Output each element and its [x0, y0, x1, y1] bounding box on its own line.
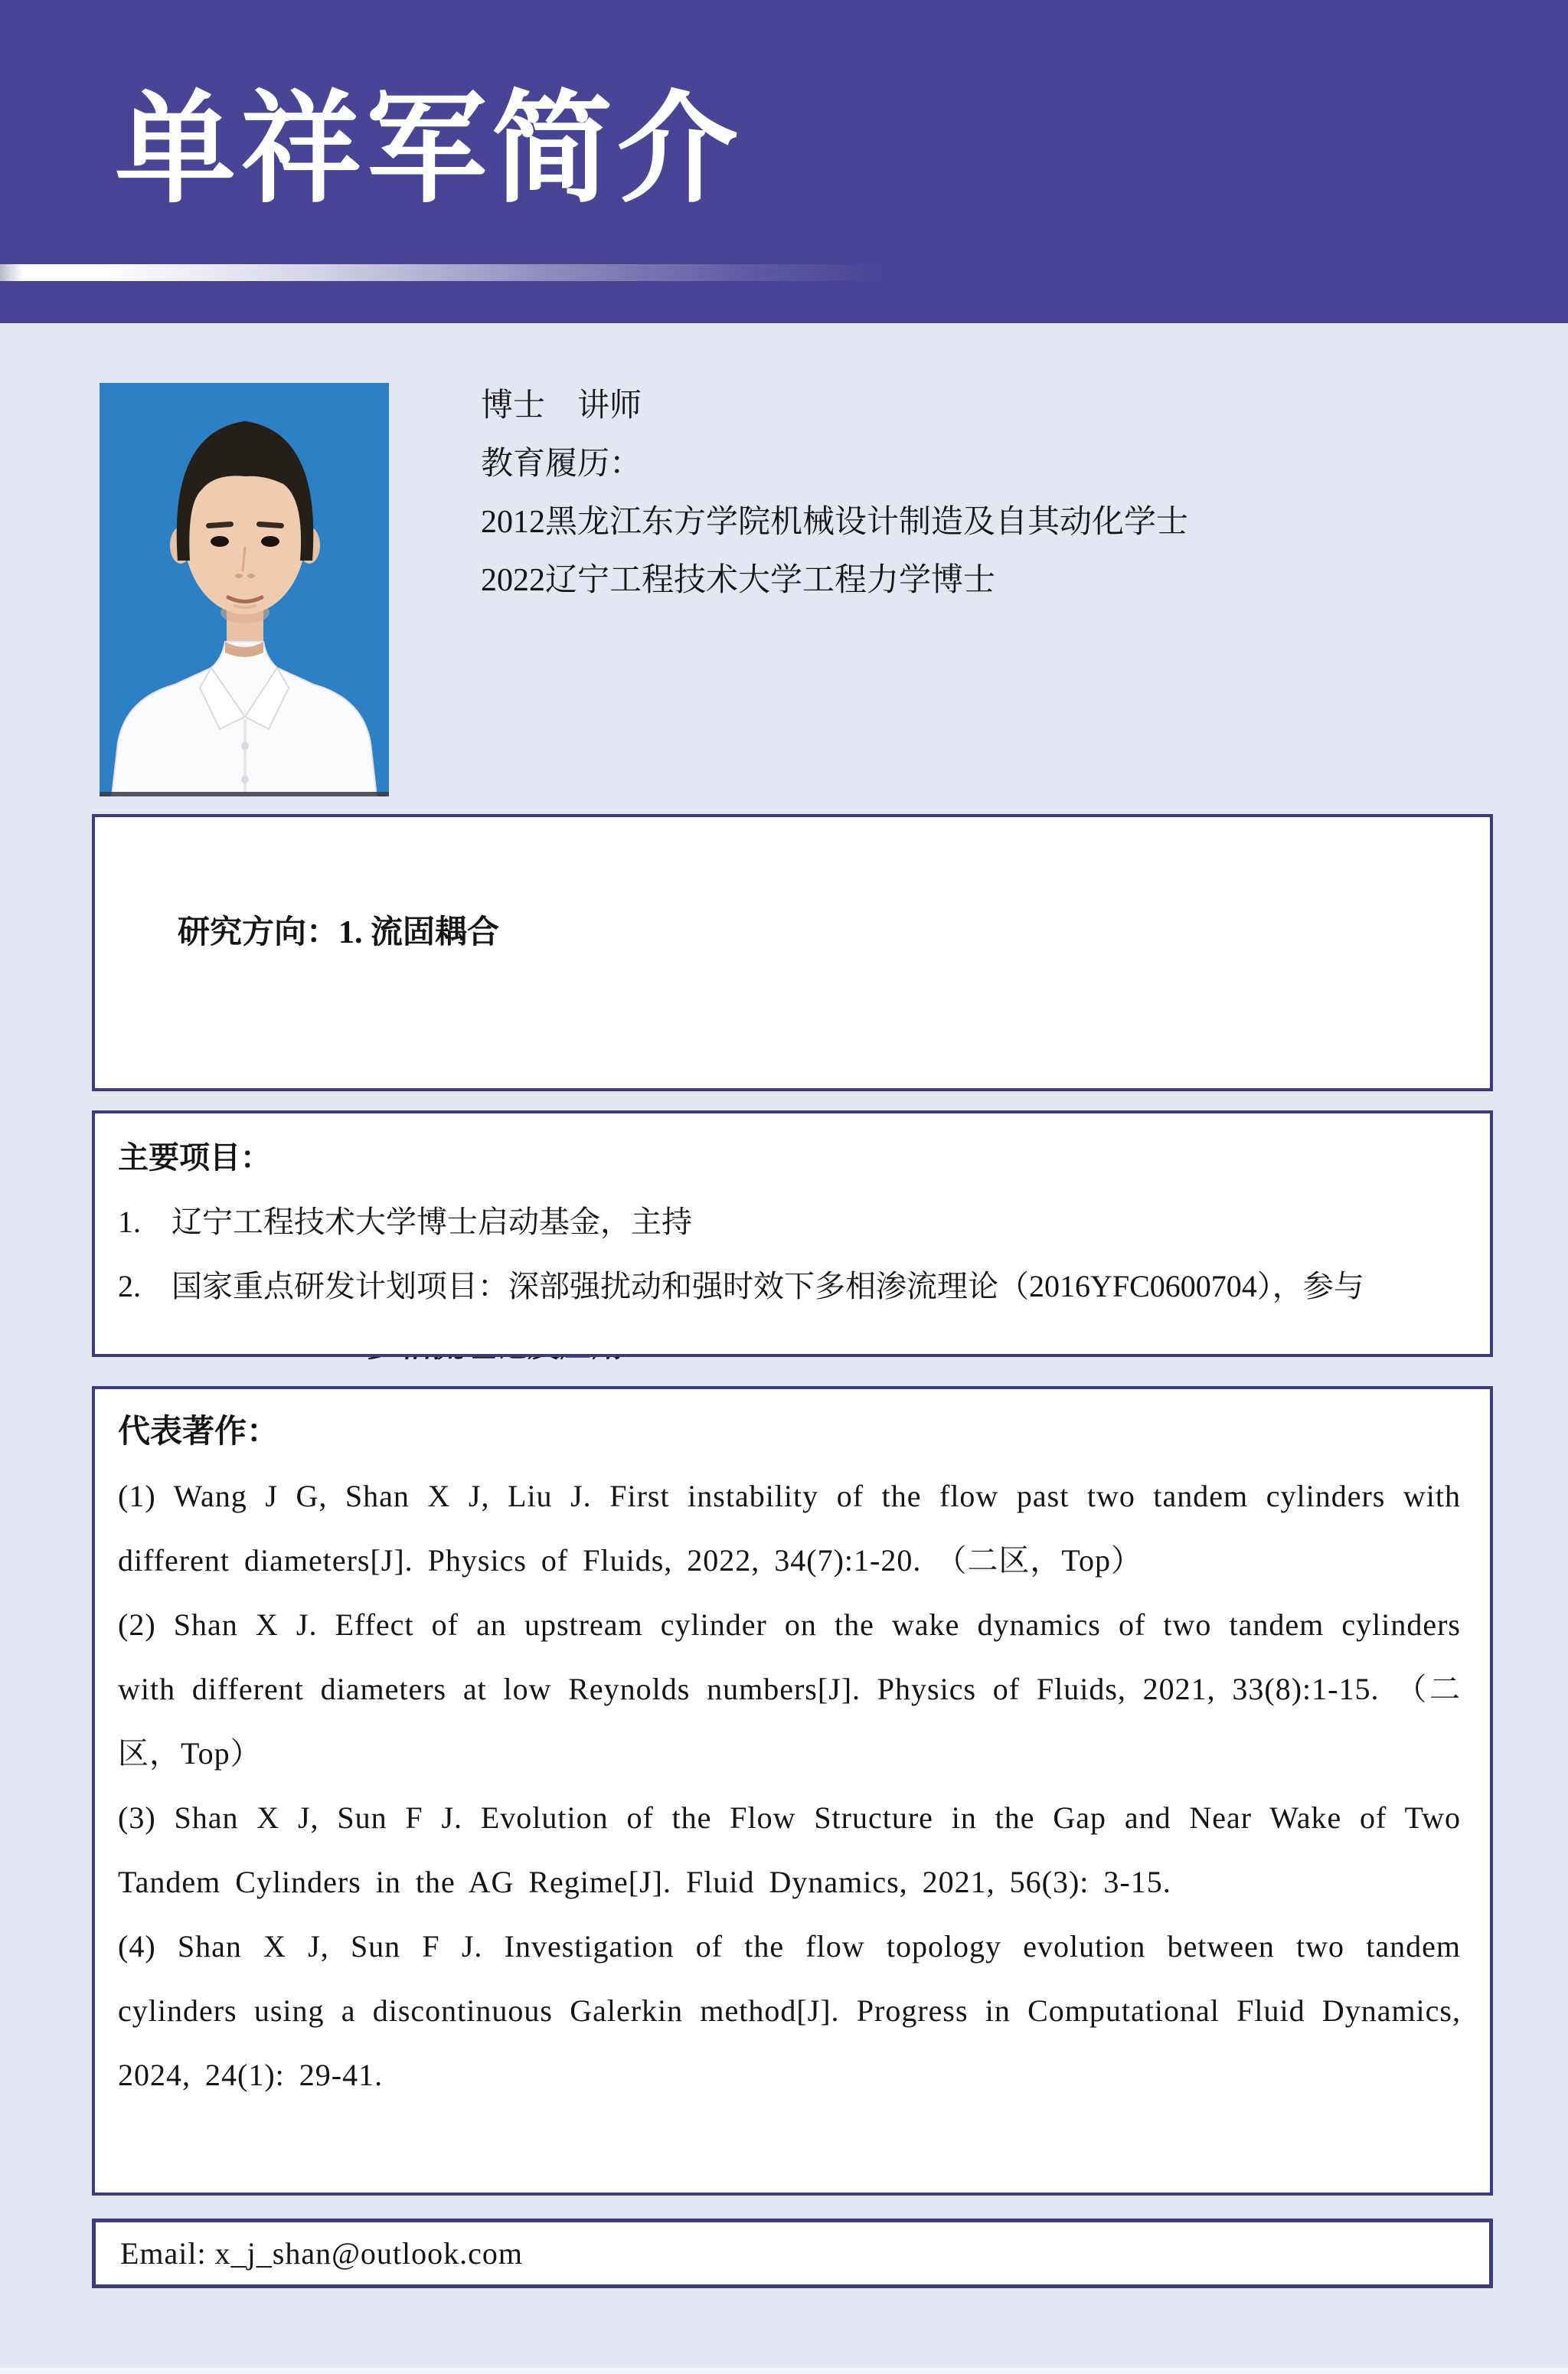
header-shine-bar	[0, 264, 1568, 281]
bio-education-phd: 2022辽宁工程技术大学工程力学博士	[481, 563, 996, 598]
publication-item-4: (4) Shan X J, Sun F J. Investigation of the flow topology evolution between two tandem cylinders using a discontinuous Galerkin method[J]. Progress in Computational Fluid Dynamics, 2024, 24(1): 29-41.	[118, 1929, 1461, 2092]
email-text: Email: x_j_shan@outlook.com	[120, 2236, 524, 2271]
bio-block	[481, 377, 1476, 610]
email-box	[92, 2219, 1493, 2288]
research-label: 研究方向：	[178, 915, 339, 950]
page-header	[0, 0, 1568, 323]
publication-item-2: (2) Shan X J. Effect of an upstream cylinder on the wake dynamics of two tandem cylinders with different diameters at low Reynolds numbers[J]. Physics of Fluids, 2021, 33(8):1-15. （二区，Top）	[118, 1607, 1461, 1771]
bio-education-label: 教育履历：	[481, 446, 642, 482]
portrait-illustration	[100, 383, 389, 796]
research-row-1	[129, 829, 1459, 1036]
projects-heading: 主要项目：	[118, 1140, 271, 1175]
footer-strip	[0, 2368, 1568, 2374]
bio-education-bachelor: 2012黑龙江东方学院机械设计制造及自其动化学士	[481, 505, 1189, 540]
publication-item-1: (1) Wang J G, Shan X J, Liu J. First instability of the flow past two tandem cylinders with different diameters[J]. Physics of Fluids, 2022, 34(7):1-20. （二区，Top）	[118, 1479, 1461, 1578]
project-item-2: 2. 国家重点研发计划项目：深部强扰动和强时效下多相渗流理论（2016YFC0600704），参与	[118, 1269, 1364, 1303]
research-item-1: 1. 流固耦合	[338, 915, 500, 950]
project-item-1: 1. 辽宁工程技术大学博士启动基金，主持	[118, 1205, 692, 1239]
research-directions-box	[92, 814, 1493, 1091]
bio-degree-title: 博士 讲师	[481, 388, 642, 423]
publications-box	[92, 1386, 1493, 2196]
portrait-photo	[100, 383, 389, 796]
publication-item-3: (3) Shan X J, Sun F J. Evolution of the Flow Structure in the Gap and Near Wake of Two Tandem Cylinders in the AG Regime[J]. Fluid Dynamics, 2021, 56(3): 3-15.	[118, 1800, 1461, 1899]
publications-heading: 代表著作：	[118, 1414, 279, 1450]
projects-box	[92, 1110, 1493, 1357]
page-title: 单祥军简介	[115, 83, 743, 217]
